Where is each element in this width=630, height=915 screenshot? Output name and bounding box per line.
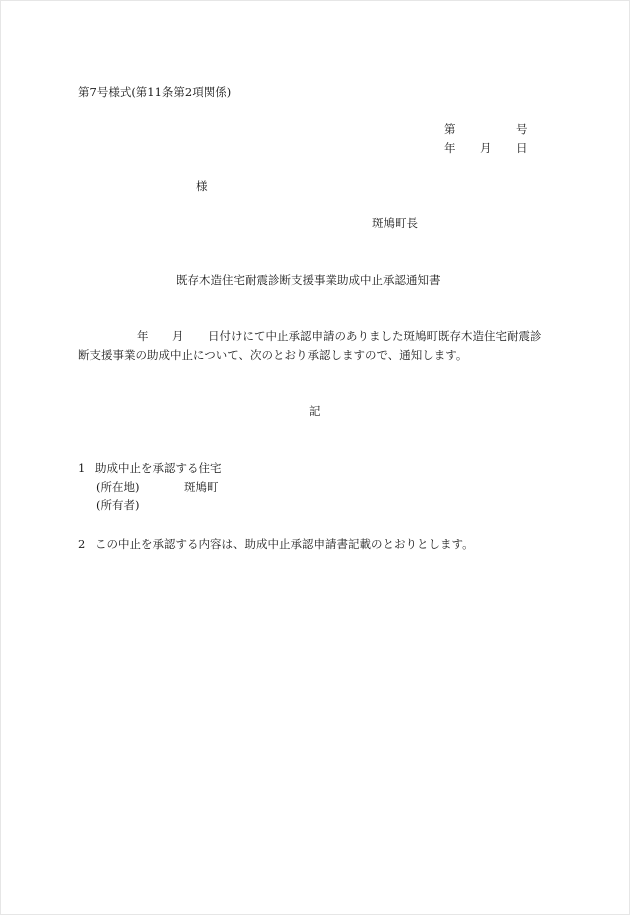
doc-number-suffix: 号 — [516, 122, 528, 136]
item1-owner-label: (所有者) — [96, 498, 140, 512]
form-label: 第7号様式(第11条第2項関係) — [78, 85, 232, 99]
item1-location-label: (所在地) — [96, 480, 140, 494]
item2-text: この中止を承認する内容は、助成中止承認申請書記載のとおりとします。 — [95, 537, 474, 551]
doc-date-day: 日 — [516, 141, 528, 155]
item2-number: 2 — [78, 537, 86, 551]
item1-location-value: 斑鳩町 — [184, 480, 219, 494]
body-line2: 断支援事業の助成中止について、次のとおり承認しますので、通知します。 — [78, 348, 468, 362]
item1-number: 1 — [78, 461, 86, 475]
document-title: 既存木造住宅耐震診断支援事業助成中止承認通知書 — [176, 273, 441, 287]
ki-heading: 記 — [309, 404, 321, 418]
item1-label: 助成中止を承認する住宅 — [95, 461, 222, 475]
body-line1: 日付けにて中止承認申請のありました斑鳩町既存木造住宅耐震診 — [208, 329, 542, 343]
addressee-suffix: 様 — [196, 179, 208, 193]
doc-date-month: 月 — [480, 141, 492, 155]
issuer-name: 斑鳩町長 — [372, 216, 418, 230]
doc-date-year: 年 — [444, 141, 456, 155]
body-year: 年 — [137, 329, 149, 343]
doc-number-prefix: 第 — [444, 122, 456, 136]
body-month: 月 — [172, 329, 184, 343]
